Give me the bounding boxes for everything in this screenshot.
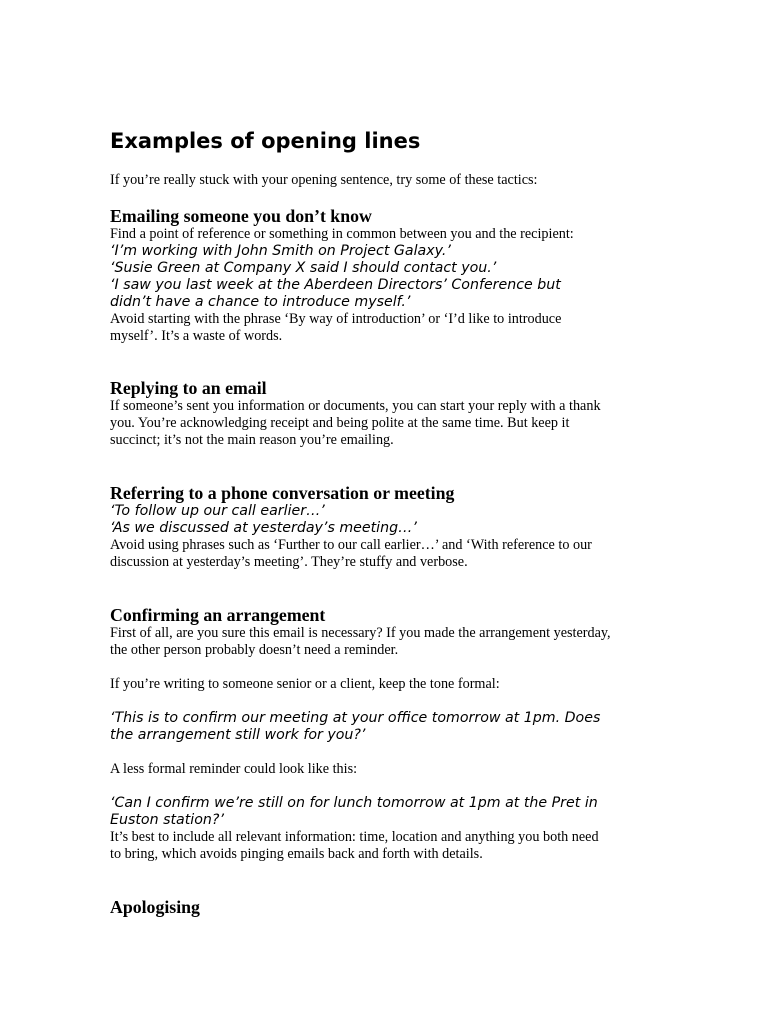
section-phone-meeting [110, 483, 670, 571]
section-apologising [110, 897, 670, 917]
example-quote: ‘I saw you last week at the Aberdeen Directors’ Conference but [110, 277, 561, 293]
body-line: discussion at yesterday’s meeting’. They’re stuffy and verbose. [110, 554, 468, 570]
example-quote: ‘To follow up our call earlier…’ [110, 503, 325, 519]
section-heading: Referring to a phone conversation or meeting [110, 483, 455, 503]
example-quote: ‘This is to confirm our meeting at your office tomorrow at 1pm. Does [110, 710, 601, 726]
example-quote: ‘Susie Green at Company X said I should contact you.’ [110, 260, 497, 276]
body-line: succinct; it’s not the main reason you’re emailing. [110, 432, 394, 448]
body-line: Find a point of reference or something in common between you and the recipient: [110, 226, 574, 242]
body-line: to bring, which avoids pinging emails back and forth with details. [110, 846, 483, 862]
intro-text: If you’re really stuck with your opening sentence, try some of these tactics: [110, 172, 538, 188]
page-title: Examples of opening lines [110, 129, 421, 153]
body-line: If you’re writing to someone senior or a client, keep the tone formal: [110, 676, 500, 692]
example-quote: ‘As we discussed at yesterday’s meeting…’ [110, 520, 417, 536]
section-heading: Confirming an arrangement [110, 605, 326, 625]
section-heading: Emailing someone you don’t know [110, 206, 372, 226]
section-heading: Apologising [110, 897, 200, 917]
body-line: the other person probably doesn’t need a reminder. [110, 642, 399, 658]
body-line: If someone’s sent you information or documents, you can start your reply with a thank [110, 398, 601, 414]
example-quote: ‘Can I confirm we’re still on for lunch tomorrow at 1pm at the Pret in [110, 795, 598, 811]
section-confirming [110, 605, 670, 863]
body-line: myself’. It’s a waste of words. [110, 328, 283, 344]
section-replying [110, 378, 670, 449]
example-quote: ‘I’m working with John Smith on Project Galaxy.’ [110, 243, 451, 259]
section-heading: Replying to an email [110, 378, 267, 398]
example-quote: didn’t have a chance to introduce myself.’ [110, 294, 411, 310]
example-quote: the arrangement still work for you?’ [110, 727, 366, 743]
example-quote: Euston station?’ [110, 812, 224, 828]
body-line: First of all, are you sure this email is necessary? If you made the arrangement yesterday, [110, 625, 611, 641]
body-line: It’s best to include all relevant information: time, location and anything you both need [110, 829, 599, 845]
body-line: Avoid starting with the phrase ‘By way of introduction’ or ‘I’d like to introduce [110, 311, 562, 327]
body-line: Avoid using phrases such as ‘Further to our call earlier…’ and ‘With reference to our [110, 537, 592, 553]
body-line: A less formal reminder could look like this: [110, 761, 358, 777]
body-line: you. You’re acknowledging receipt and being polite at the same time. But keep it [110, 415, 570, 431]
section-emailing-stranger [110, 206, 670, 345]
